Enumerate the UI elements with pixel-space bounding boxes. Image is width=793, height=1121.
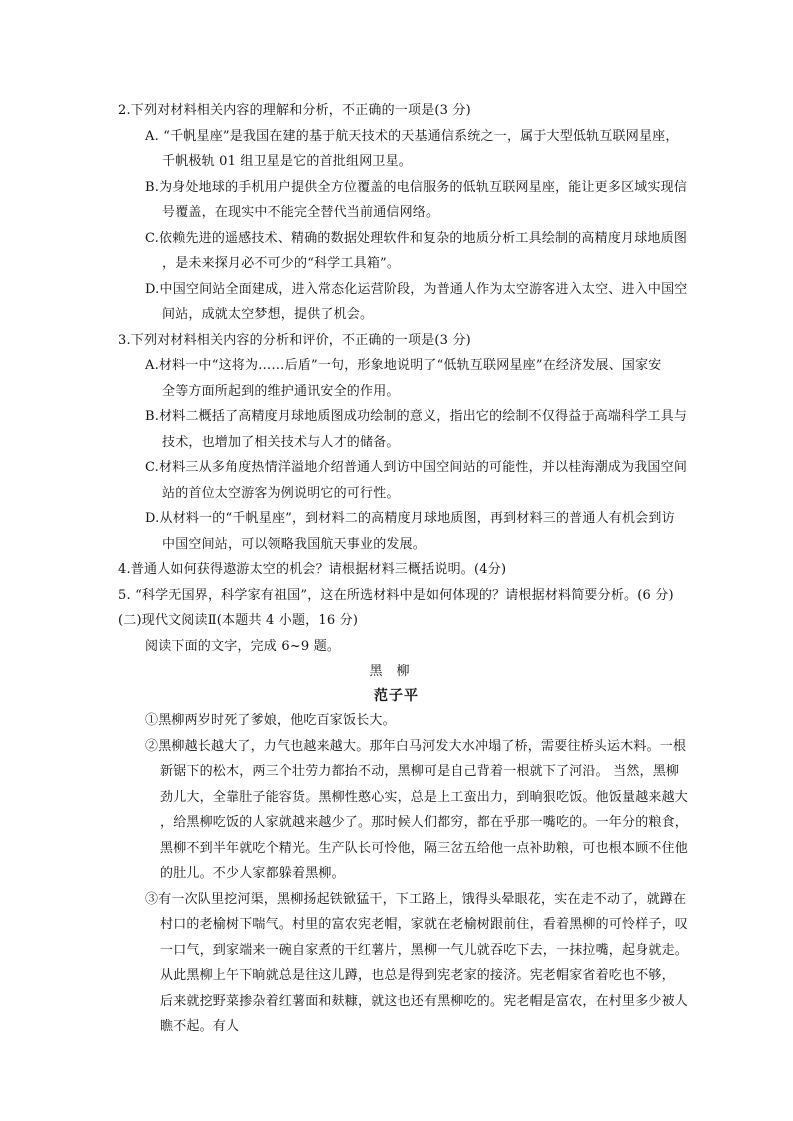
q3-option-b: B.材料二概括了高精度月球地质图成功绘制的意义，指出它的绘制不仅得益于高端科学工具与 — [145, 409, 688, 424]
q2-option-d-cont: 间站，成就太空梦想，提供了机会。 — [162, 307, 374, 322]
question-2-stem: 2.下列对材料相关内容的理解和分析，不正确的一项是(3 分) — [118, 103, 471, 118]
question-5: 5. “科学无国界，科学家有祖国”，这在所选材料中是如何体现的？请根据材料简要分析。(6 分) — [118, 588, 674, 603]
story-author: 范子平 — [374, 688, 419, 704]
q2-option-d: D.中国空间站全面建成，进入常态化运营阶段，为普通人作为太空游客进入太空、进入中国空 — [145, 282, 688, 297]
q2-option-a: A. “千帆星座”是我国在建的基于航天技术的天基通信系统之一，属于大型低轨互联网星座， — [145, 129, 679, 144]
q2-option-c-cont: ，是未来探月必不可少的“科学工具箱”。 — [162, 256, 401, 271]
story-title: 黑柳 — [369, 664, 424, 679]
q2-option-b-cont: 号覆盖，在现实中不能完全替代当前通信网络。 — [162, 205, 440, 220]
paragraph-3-line: 后来就挖野菜掺杂着红薯面和麸糠，就这也还有黑柳吃的。宪老帽是富农，在村里多少被人 — [160, 994, 689, 1009]
q3-option-a: A.材料一中“这将为……后盾”一句，形象地说明了“低轨互联网星座”在经济发展、国家安 — [145, 358, 662, 373]
paragraph-2-line: 黑柳不到半年就吃个精光。生产队长可怜他，隔三岔五给他一点补助粮，可也根本顾不住他 — [160, 841, 689, 856]
paragraph-2-line: 新锯下的松木，两三个壮劳力都抬不动，黑柳可是自己背着一根就下了河沿。 当然，黑柳 — [160, 764, 680, 779]
section-heading: (二)现代文阅读Ⅱ(本题共 4 小题，16 分) — [118, 613, 359, 628]
reading-instruction: 阅读下面的文字，完成 6~9 题。 — [145, 639, 341, 654]
q2-option-a-cont: 千帆极轨 01 组卫星是它的首批组网卫星。 — [162, 154, 413, 169]
q2-option-b: B.为身处地球的手机用户提供全方位覆盖的电信服务的低轨互联网星座，能让更多区域实现信 — [145, 180, 688, 195]
q3-option-a-cont: 全等方面所起到的维护通讯安全的作用。 — [162, 384, 400, 399]
q3-option-d: D.从材料一的“千帆星座”，到材料二的高精度月球地质图，再到材料三的普通人有机会到访 — [145, 511, 675, 526]
paragraph-3-line: 从此黑柳上午下晌就总是往这儿蹲，也总是得到宪老家的接济。宪老帽家省着吃也不够， — [160, 968, 675, 983]
q3-option-c: C.材料三从多角度热情洋溢地介绍普通人到访中国空间站的可能性，并以桂海潮成为我国空间 — [145, 460, 688, 475]
paragraph-2-line: ②黑柳越长越大了，力气也越来越大。那年白马河发大水冲塌了桥，需要往桥头运木料。一根 — [145, 739, 687, 754]
q2-option-c: C.依赖先进的遥感技术、精确的数据处理软件和复杂的地质分析工具绘制的高精度月球地质图 — [145, 231, 688, 246]
paragraph-3-line: 村口的老榆树下喘气。村里的富农宪老帽，家就在老榆树跟前住，看着黑柳的可怜样子，叹 — [160, 917, 689, 932]
paragraph-2-line: 劲儿大，全靠肚子能容货。黑柳性憨心实，总是上工蛮出力，到晌狠吃饭。他饭量越来越大 — [160, 790, 689, 805]
paragraph-3-line: 一口气，到家端来一碗自家煮的干红薯片，黑柳一气儿就吞吃下去，一抹拉嘴，起身就走。 — [160, 943, 689, 958]
paragraph-3-line: 瞧不起。有人 — [160, 1019, 240, 1034]
paragraph-2-line: 的肚儿。不少人家都躲着黑柳。 — [160, 866, 345, 881]
question-4: 4.普通人如何获得遨游太空的机会？请根据材料三概括说明。(4分) — [118, 562, 507, 577]
question-3-stem: 3.下列对材料相关内容的分析和评价，不正确的一项是(3 分) — [118, 333, 471, 348]
paragraph-3-line: ③有一次队里挖河渠，黑柳扬起铁锨猛干，下工路上，饿得头晕眼花，实在走不动了，就蹲在 — [145, 892, 687, 907]
paragraph-2-line: ，给黑柳吃饭的人家就越来越少了。那时候人们都穷，都在乎那一嘴吃的。一年分的粮食， — [160, 815, 689, 830]
q3-option-b-cont: 技术，也增加了相关技术与人才的储备。 — [162, 435, 400, 450]
q3-option-c-cont: 站的首位太空游客为例说明它的可行性。 — [162, 486, 400, 501]
q3-option-d-cont: 中国空间站，可以领略我国航天事业的发展。 — [162, 537, 427, 552]
paragraph-1: ①黑柳两岁时死了爹娘，他吃百家饭长大。 — [145, 713, 396, 728]
